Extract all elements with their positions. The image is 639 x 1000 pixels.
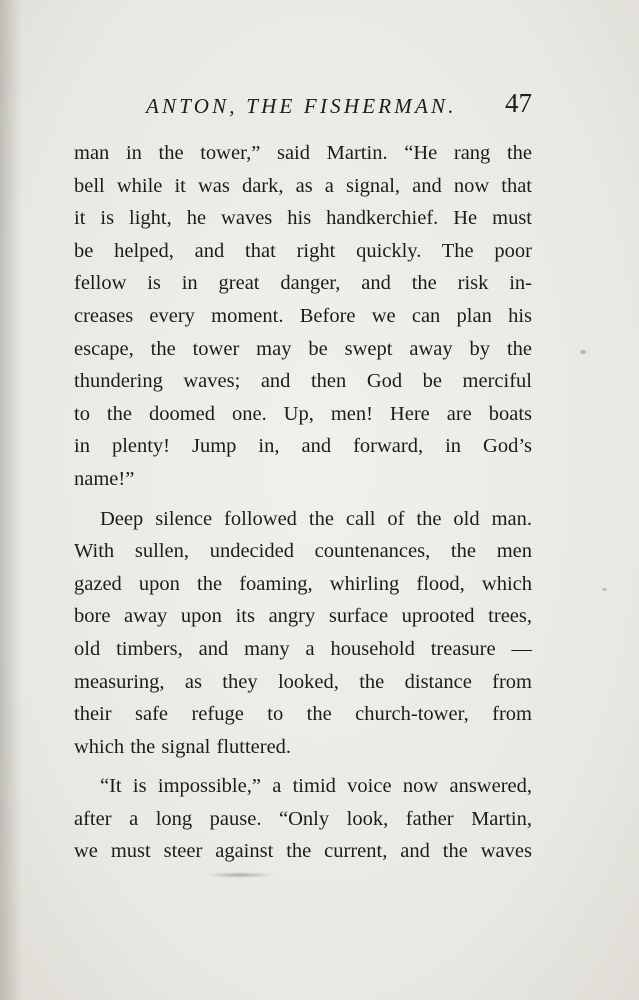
gutter-shadow [0, 0, 22, 1000]
text-line: man in the tower,” said Martin. “He rang the [74, 142, 532, 164]
running-head: ANTON, THE FISHERMAN. [146, 94, 457, 118]
text-line: measuring, as they looked, the distance from [74, 670, 532, 693]
text-line: old timbers, and many a household treasure — [74, 637, 532, 660]
text-line: gazed upon the foaming, whirling flood, which [74, 572, 532, 595]
body-text [74, 137, 532, 868]
text-line: escape, the tower may be swept away by the [74, 337, 532, 360]
ink-smudge [205, 872, 275, 878]
paragraph-gap [74, 763, 532, 770]
text-line: it is light, he waves his handkerchief. He must [74, 207, 532, 230]
paragraph-gap [74, 496, 532, 503]
text-line: thundering waves; and then God be merciful [74, 370, 532, 393]
text-line: in plenty! Jump in, and forward, in God’s [74, 435, 532, 458]
text-line: fellow is in great danger, and the risk in- [74, 272, 532, 295]
paper-speck [602, 588, 607, 591]
page-number: 47 [505, 88, 532, 118]
paragraph-first-line: Deep silence followed the call of the old man. [100, 507, 532, 530]
paragraph-first-line: “It is impossible,” a timid voice now answered, [100, 775, 532, 798]
text-line: to the doomed one. Up, men! Here are boats [74, 402, 532, 425]
text-line: their safe refuge to the church-tower, from [74, 703, 532, 726]
text-line: bell while it was dark, as a signal, and now that [74, 174, 532, 197]
paragraph-end-line: which the signal fluttered. [74, 735, 292, 758]
page-header [140, 88, 532, 124]
text-line: after a long pause. “Only look, father Martin, [74, 807, 532, 830]
text-line: creases every moment. Before we can plan his [74, 304, 532, 327]
paper-speck [580, 350, 586, 354]
paragraph-end-line: name!” [74, 467, 135, 490]
text-line: bore away upon its angry surface uprooted trees, [74, 605, 532, 628]
text-line: With sullen, undecided countenances, the men [74, 540, 532, 563]
text-line: be helped, and that right quickly. The poor [74, 239, 532, 262]
text-line: we must steer against the current, and the waves [74, 840, 532, 863]
